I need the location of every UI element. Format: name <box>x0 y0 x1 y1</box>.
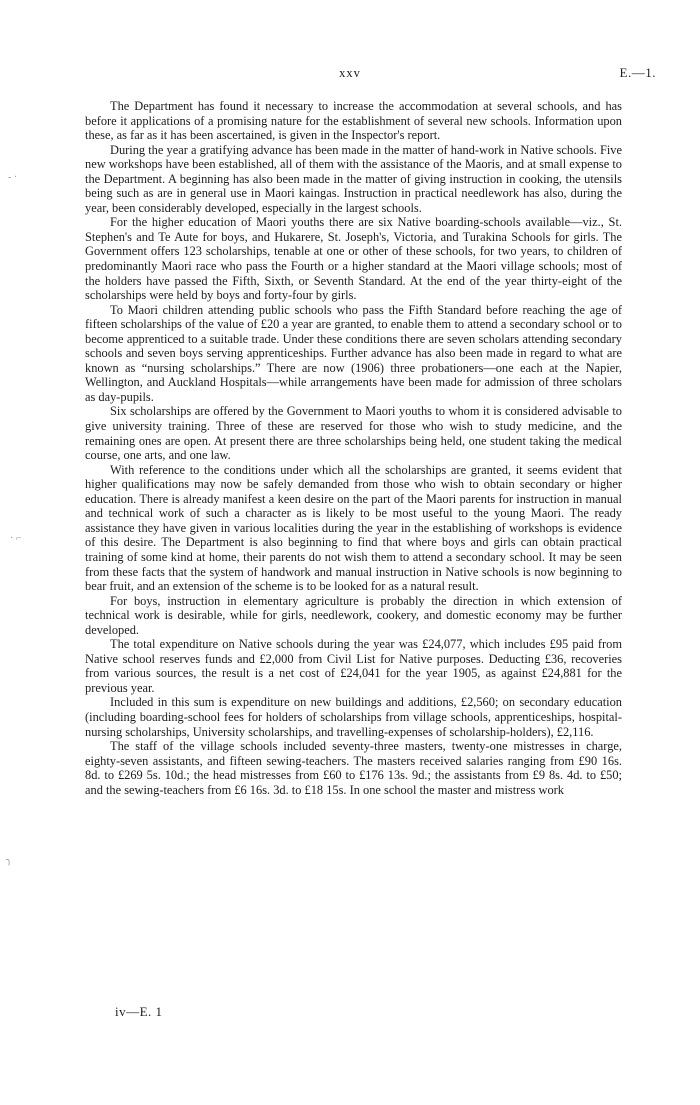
paragraph-public-school-scholarships: To Maori children attending public schools who pass the Fifth Standard before reaching the age of fifteen scholarships of the value of £20 a year are granted, to enable them to attend a secondary school or to become apprenticed to a suitable trade. Under these conditions there are seven scholars attending secondary schools and seven boys serving apprenticeships. Further advance has also been made in regard to what are known as “nursing scholarships.” There are now (1906) three probationers—one each at the Napier, Wellington, and Auckland Hospitals—while arrangements have been made for admission of three scholars as day-pupils. <box>85 302 622 404</box>
margin-scan-mark: ╮ <box>6 855 13 866</box>
paragraph-scholarship-conditions: With reference to the conditions under which all the scholarships are granted, it seems evident that higher qualifications may now be safely demanded from those who wish to obtain secondary or higher education. There is already manifest a keen desire on the part of the Maori parents for instruction in manual and technical work of such a character as is likely to be most useful to the young Maori. The ready assistance they have given in various localities during the year in the establishing of workshops is evidence of this desire. The Department is also beginning to find that where boys and girls can obtain practical training of some kind at home, their parents do not wish them to attend a secondary school. It may be seen from these facts that the system of handwork and manual instruction in Native schools is now beginning to bear fruit, and an extension of the scheme is to be looked for as a natural result. <box>85 462 622 594</box>
paragraph-total-expenditure: The total expenditure on Native schools during the year was £24,077, which includes £95 paid from Native school reserves funds and £2,000 from Civil List for Native purposes. Deducting £36, recoveries from various sources, the result is a net cost of £24,041 for the year 1905, as against £24,881 for the previous year. <box>85 637 622 695</box>
paragraph-included-expenditure: Included in this sum is expenditure on new buildings and additions, £2,560; on secondary education (including boarding-school fees for holders of scholarships from village schools, apprenticeships, hospital-nursing scholarships, University scholarships, and travelling-expenses of scholarship-holders), £2,116. <box>85 695 622 739</box>
signature-mark: iv—E. 1 <box>115 1004 163 1019</box>
page-body <box>85 99 622 797</box>
paragraph-boarding-schools: For the higher education of Maori youths there are six Native boarding-schools available—viz., St. Stephen's and Te Aute for boys, and Hukarere, St. Joseph's, Victoria, and Turakina Schools for girls. The Government offers 123 scholarships, tenable at one or other of these schools, for two years, to children of predominantly Maori race who pass the Fourth or a higher standard at the Maori village schools; most of the holders have passed the Fifth, Sixth, or Seventh Standard. At the end of the year thirty-eight of the scholarships were held by boys and forty-four by girls. <box>85 215 622 303</box>
paragraph-handwork: During the year a gratifying advance has been made in the matter of hand-work in Native schools. Five new workshops have been established, all of them with the assistance of the Maoris, and at small expense to the Department. A beginning has also been made in the matter of giving instruction in cooking, the utensils being such as are in general use in Maori kaingas. Instruction in practical needlework has also, during the year, been considerably developed, especially in the largest schools. <box>85 142 622 215</box>
paragraph-university-scholarships: Six scholarships are offered by the Government to Maori youths to whom it is considered advisable to give university training. Three of these are reserved for those who wish to study medicine, and the remaining ones are open. At present there are three scholarships being held, one student taking the medical course, one arts, and one law. <box>85 404 622 463</box>
document-reference: E.—1. <box>619 65 656 80</box>
margin-scan-mark: · ⌐ <box>10 533 22 544</box>
paragraph-agriculture: For boys, instruction in elementary agriculture is probably the direction in which extension of technical work is desirable, while for girls, needlework, cookery, and domestic economy may be further developed. <box>85 593 622 637</box>
paragraph-staff: The staff of the village schools included seventy-three masters, twenty-one mistresses in charge, eighty-seven assistants, and fifteen sewing-teachers. The masters received salaries ranging from £90 16s. 8d. to £269 5s. 10d.; the head mistresses from £60 to £176 13s. 9d.; the assistants from £9 8s. 4d. to £50; and the sewing-teachers from £6 16s. 3d. to £18 15s. In one school the master and mistress work <box>85 739 622 797</box>
margin-scan-mark: - · <box>8 172 18 183</box>
page-number: xxv <box>339 66 361 80</box>
paragraph-accommodation: The Department has found it necessary to increase the accommodation at several schools, and has before it applications of a promising nature for the establishment of several new schools. Information upon these, as far as it has been ascertained, is given in the Inspector's report. <box>85 99 622 143</box>
